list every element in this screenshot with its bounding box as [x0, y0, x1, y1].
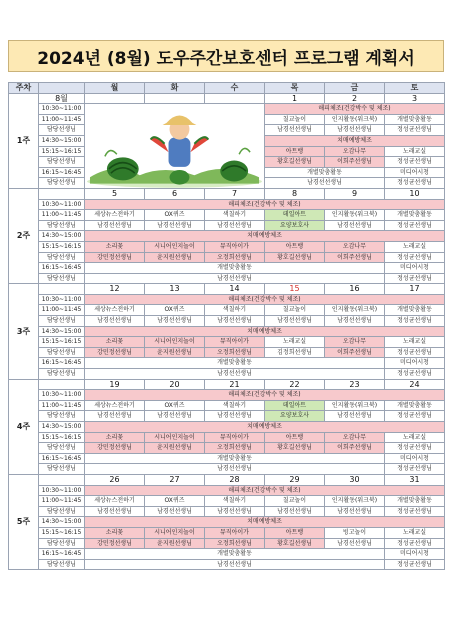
activity-cell: 남경선선생님	[325, 506, 385, 517]
date-cell: 5	[85, 188, 145, 199]
time-slot-label: 14:30~15:00	[39, 231, 85, 242]
schedule-row	[9, 369, 445, 380]
activity-cell: 오정희선생님	[205, 252, 265, 263]
activity-cell: 치매예방체조	[265, 135, 445, 146]
date-row	[9, 188, 445, 199]
time-slot-label: 담당선생님	[39, 464, 85, 475]
date-cell: 6	[145, 188, 205, 199]
activity-cell: 세상뉴스전하기	[85, 496, 145, 507]
activity-cell: 시니어인지놀이	[145, 241, 205, 252]
activity-cell: 윤지원선생님	[145, 347, 205, 358]
time-slot-label: 담당선생님	[39, 316, 85, 327]
schedule-row	[9, 294, 445, 305]
activity-cell: 이희주선생님	[325, 347, 385, 358]
activity-cell: 아트뱅	[265, 146, 325, 157]
date-cell: 14	[205, 284, 265, 295]
activity-cell: 이희주선생님	[325, 252, 385, 263]
activity-cell: 남경선선생님	[325, 411, 385, 422]
activity-cell: 남경선선생님	[85, 273, 385, 284]
month-label: 8월	[39, 93, 85, 104]
date-cell: 12	[85, 284, 145, 295]
activity-cell: 남경선선생님	[85, 316, 145, 327]
schedule-row	[9, 326, 445, 337]
activity-cell: 이희주선생님	[325, 157, 385, 168]
day-header-mon: 월	[85, 83, 145, 94]
date-cell: 28	[205, 474, 265, 485]
activity-cell: 남경선선생님	[205, 316, 265, 327]
date-row	[9, 284, 445, 295]
date-cell: 30	[325, 474, 385, 485]
schedule-row	[9, 443, 445, 454]
activity-cell: 정성균선생님	[385, 464, 445, 475]
date-cell: 3	[385, 93, 445, 104]
schedule-row	[9, 517, 445, 528]
activity-cell: 데일아트	[265, 400, 325, 411]
activity-cell: 개별맞춤활동	[85, 453, 385, 464]
date-cell: 17	[385, 284, 445, 295]
date-cell: 26	[85, 474, 145, 485]
activity-cell: 개별맞춤활동	[265, 167, 385, 178]
schedule-row	[9, 305, 445, 316]
activity-cell: 아트뱅	[265, 241, 325, 252]
activity-cell: 정성균선생님	[385, 316, 445, 327]
time-slot-label: 10:30~11:00	[39, 294, 85, 305]
schedule-row	[9, 199, 445, 210]
activity-cell: 남경선선생님	[85, 464, 385, 475]
activity-cell: 빙고놀이	[325, 527, 385, 538]
time-slot-label: 15:15~16:15	[39, 432, 85, 443]
activity-cell: 윤지원선생님	[145, 252, 205, 263]
date-cell: 10	[385, 188, 445, 199]
time-slot-label: 10:30~11:00	[39, 104, 85, 115]
schedule-row	[9, 252, 445, 263]
activity-cell: 남경선선생님	[205, 411, 265, 422]
activity-cell: 남경선선생님	[325, 125, 385, 136]
activity-cell: 오감나무	[325, 337, 385, 348]
activity-cell: 칠교놀이	[265, 496, 325, 507]
activity-cell: 남경선선생님	[85, 559, 385, 570]
date-cell	[145, 93, 205, 104]
time-slot-label: 14:30~15:00	[39, 517, 85, 528]
activity-cell: 윤지원선생님	[145, 443, 205, 454]
time-slot-label: 담당선생님	[39, 411, 85, 422]
activity-cell: 해피체조(건강박수 및 체조)	[85, 485, 445, 496]
activity-cell: 노래교실	[265, 337, 325, 348]
activity-cell: 인지활동(워크북)	[325, 210, 385, 221]
activity-cell: 남경선선생님	[265, 125, 325, 136]
day-header-fri: 금	[325, 83, 385, 94]
day-header-sat: 토	[385, 83, 445, 94]
activity-cell: 아트뱅	[265, 432, 325, 443]
schedule-row	[9, 241, 445, 252]
activity-cell: 뮤직아이가	[205, 527, 265, 538]
activity-cell: 정성균선생님	[385, 220, 445, 231]
date-row	[9, 93, 445, 104]
activity-cell: 미디어시청	[385, 549, 445, 560]
activity-cell: 아트뱅	[265, 527, 325, 538]
schedule-row	[9, 538, 445, 549]
activity-cell: 개별맞춤활동	[385, 210, 445, 221]
time-slot-label: 담당선생님	[39, 273, 85, 284]
time-slot-label: 11:00~11:45	[39, 305, 85, 316]
activity-cell: 개별맞춤활동	[385, 496, 445, 507]
time-slot-label: 11:00~11:45	[39, 496, 85, 507]
activity-cell: 소리꽃	[85, 241, 145, 252]
activity-cell: 남경선선생님	[85, 506, 145, 517]
schedule-row	[9, 347, 445, 358]
date-cell: 19	[85, 379, 145, 390]
activity-cell: 세상뉴스전하기	[85, 305, 145, 316]
time-slot-label: 담당선생님	[39, 538, 85, 549]
page-title: 2024년 (8월) 도우주간보호센터 프로그램 계획서	[8, 40, 444, 72]
activity-cell: 개별맞춤활동	[85, 263, 385, 274]
activity-cell: 뮤직아이가	[205, 337, 265, 348]
time-slot-label: 16:15~16:45	[39, 358, 85, 369]
time-slot-label: 담당선생님	[39, 125, 85, 136]
date-cell: 20	[145, 379, 205, 390]
week-label: 1주	[9, 93, 39, 188]
time-slot-label: 14:30~15:00	[39, 326, 85, 337]
month-label	[39, 379, 85, 390]
activity-cell: 개별맞춤활동	[385, 400, 445, 411]
time-column-header	[39, 83, 85, 94]
schedule-row	[9, 432, 445, 443]
time-slot-label: 담당선생님	[39, 506, 85, 517]
time-slot-label: 담당선생님	[39, 252, 85, 263]
schedule-row	[9, 104, 445, 115]
activity-cell: 해피체조(건강박수 및 체조)	[85, 199, 445, 210]
time-slot-label: 10:30~11:00	[39, 390, 85, 401]
activity-cell: 칠교놀이	[265, 305, 325, 316]
schedule-row	[9, 390, 445, 401]
activity-cell: 개별맞춤활동	[85, 358, 385, 369]
date-cell: 8	[265, 188, 325, 199]
date-cell: 9	[325, 188, 385, 199]
time-slot-label: 담당선생님	[39, 369, 85, 380]
activity-cell: 황호길선생님	[265, 252, 325, 263]
activity-cell: 오감나무	[325, 241, 385, 252]
day-header-thu: 목	[265, 83, 325, 94]
activity-cell: 남경선선생님	[85, 220, 145, 231]
watermelon-illustration	[85, 104, 265, 189]
activity-cell: 인지활동(워크북)	[325, 496, 385, 507]
day-header-row	[9, 83, 445, 94]
date-cell: 31	[385, 474, 445, 485]
activity-cell: 남경선선생님	[205, 506, 265, 517]
time-slot-label: 담당선생님	[39, 157, 85, 168]
activity-cell: 요양보호사	[265, 411, 325, 422]
activity-cell: 데일아트	[265, 210, 325, 221]
activity-cell: 김정희선생님	[265, 347, 325, 358]
time-slot-label: 10:30~11:00	[39, 485, 85, 496]
activity-cell: 치매예방체조	[85, 326, 445, 337]
activity-cell: 이희주선생님	[325, 443, 385, 454]
activity-cell: 정성균선생님	[385, 559, 445, 570]
schedule-row	[9, 485, 445, 496]
activity-cell: 강민정선생님	[85, 443, 145, 454]
month-label	[39, 284, 85, 295]
activity-cell: 정성균선생님	[385, 252, 445, 263]
activity-cell: 노래교실	[385, 527, 445, 538]
date-cell: 21	[205, 379, 265, 390]
schedule-table	[8, 82, 445, 570]
activity-cell: 개별맞춤활동	[85, 549, 385, 560]
time-slot-label: 담당선생님	[39, 443, 85, 454]
week-label: 5주	[9, 474, 39, 569]
schedule-row	[9, 496, 445, 507]
week-label: 3주	[9, 284, 39, 379]
date-cell: 15	[265, 284, 325, 295]
date-row	[9, 474, 445, 485]
week-label: 2주	[9, 188, 39, 283]
activity-cell: 뮤직아이가	[205, 432, 265, 443]
activity-cell: 남경선선생님	[145, 220, 205, 231]
activity-cell: 오정희선생님	[205, 538, 265, 549]
date-cell: 1	[265, 93, 325, 104]
activity-cell: 소리꽃	[85, 527, 145, 538]
schedule-row	[9, 464, 445, 475]
time-slot-label: 담당선생님	[39, 347, 85, 358]
activity-cell: 정성균선생님	[385, 125, 445, 136]
activity-cell: 노래교실	[385, 337, 445, 348]
activity-cell: 정성균선생님	[385, 178, 445, 189]
activity-cell: 강민정선생님	[85, 538, 145, 549]
activity-cell: 정성균선생님	[385, 347, 445, 358]
day-header-wed: 수	[205, 83, 265, 94]
activity-cell: 황호길선생님	[265, 157, 325, 168]
activity-cell: 오정희선생님	[205, 443, 265, 454]
activity-cell: 강민정선생님	[85, 347, 145, 358]
activity-cell: 노래교실	[385, 241, 445, 252]
date-cell	[205, 93, 265, 104]
activity-cell: OX퀴즈	[145, 400, 205, 411]
activity-cell: 미디어시청	[385, 358, 445, 369]
time-slot-label: 15:15~16:15	[39, 337, 85, 348]
activity-cell: 남경선선생님	[265, 316, 325, 327]
activity-cell: 남경선선생님	[325, 220, 385, 231]
week-column-header: 주차	[9, 83, 39, 94]
time-slot-label: 11:00~11:45	[39, 210, 85, 221]
activity-cell: 인지활동(워크북)	[325, 114, 385, 125]
activity-cell: 남경선선생님	[85, 369, 385, 380]
week-label: 4주	[9, 379, 39, 474]
activity-cell: 남경선선생님	[325, 538, 385, 549]
time-slot-label: 16:15~16:45	[39, 263, 85, 274]
activity-cell: 남경선선생님	[145, 411, 205, 422]
activity-cell: 남경선선생님	[205, 220, 265, 231]
date-cell: 24	[385, 379, 445, 390]
schedule-row	[9, 411, 445, 422]
schedule-row	[9, 559, 445, 570]
time-slot-label: 11:00~11:45	[39, 400, 85, 411]
schedule-row	[9, 316, 445, 327]
activity-cell: 해피체조(건강박수 및 체조)	[265, 104, 445, 115]
date-row	[9, 379, 445, 390]
activity-cell: 남경선선생님	[325, 316, 385, 327]
activity-cell: 뮤직아이가	[205, 241, 265, 252]
activity-cell: 황호길선생님	[265, 443, 325, 454]
schedule-row	[9, 220, 445, 231]
schedule-row	[9, 527, 445, 538]
activity-cell: 색칠하기	[205, 400, 265, 411]
activity-cell: 소리꽃	[85, 337, 145, 348]
date-cell: 2	[325, 93, 385, 104]
activity-cell: 미디어시청	[385, 167, 445, 178]
activity-cell: 해피체조(건강박수 및 체조)	[85, 390, 445, 401]
schedule-row	[9, 210, 445, 221]
activity-cell: 색칠하기	[205, 305, 265, 316]
month-label	[39, 188, 85, 199]
time-slot-label: 14:30~15:00	[39, 422, 85, 433]
schedule-row	[9, 263, 445, 274]
activity-cell: 해피체조(건강박수 및 체조)	[85, 294, 445, 305]
activity-cell: 황호길선생님	[265, 538, 325, 549]
activity-cell: 칠교놀이	[265, 114, 325, 125]
activity-cell: 미디어시청	[385, 453, 445, 464]
activity-cell: 소리꽃	[85, 432, 145, 443]
activity-cell: 치매예방체조	[85, 231, 445, 242]
date-cell: 22	[265, 379, 325, 390]
activity-cell: 색칠하기	[205, 210, 265, 221]
activity-cell: 색칠하기	[205, 496, 265, 507]
activity-cell: 오감나무	[325, 432, 385, 443]
activity-cell: 치매예방체조	[85, 517, 445, 528]
activity-cell: 정성균선생님	[385, 273, 445, 284]
schedule-row	[9, 549, 445, 560]
activity-cell: 시니어인지놀이	[145, 337, 205, 348]
time-slot-label: 담당선생님	[39, 559, 85, 570]
activity-cell: 정성균선생님	[385, 157, 445, 168]
activity-cell: 인지활동(워크북)	[325, 400, 385, 411]
time-slot-label: 15:15~16:15	[39, 527, 85, 538]
date-cell: 29	[265, 474, 325, 485]
activity-cell: 남경선선생님	[265, 178, 385, 189]
activity-cell: 남경선선생님	[145, 506, 205, 517]
activity-cell: 시니어인지놀이	[145, 527, 205, 538]
activity-cell: 요양보호사	[265, 220, 325, 231]
activity-cell: 개별맞춤활동	[385, 305, 445, 316]
time-slot-label: 11:00~11:45	[39, 114, 85, 125]
activity-cell: 오정희선생님	[205, 347, 265, 358]
month-label	[39, 474, 85, 485]
date-cell: 27	[145, 474, 205, 485]
activity-cell: 윤지원선생님	[145, 538, 205, 549]
activity-cell: 노래교실	[385, 432, 445, 443]
activity-cell: 개별맞춤활동	[385, 114, 445, 125]
schedule-row	[9, 506, 445, 517]
activity-cell: 오감나무	[325, 146, 385, 157]
time-slot-label: 16:15~16:45	[39, 549, 85, 560]
activity-cell: 인지활동(워크북)	[325, 305, 385, 316]
schedule-row	[9, 273, 445, 284]
schedule-row	[9, 337, 445, 348]
activity-cell: 정성균선생님	[385, 443, 445, 454]
time-slot-label: 14:30~15:00	[39, 135, 85, 146]
activity-cell: 세상뉴스전하기	[85, 210, 145, 221]
activity-cell: 노래교실	[385, 146, 445, 157]
date-cell: 16	[325, 284, 385, 295]
activity-cell: 정성균선생님	[385, 538, 445, 549]
schedule-row	[9, 231, 445, 242]
date-cell: 7	[205, 188, 265, 199]
activity-cell: 미디어시청	[385, 263, 445, 274]
activity-cell: OX퀴즈	[145, 305, 205, 316]
activity-cell: 강민정선생님	[85, 252, 145, 263]
activity-cell: 시니어인지놀이	[145, 432, 205, 443]
time-slot-label: 16:15~16:45	[39, 453, 85, 464]
schedule-row	[9, 358, 445, 369]
activity-cell: 정성균선생님	[385, 411, 445, 422]
time-slot-label: 15:15~16:15	[39, 146, 85, 157]
date-cell: 23	[325, 379, 385, 390]
activity-cell: 정성균선생님	[385, 369, 445, 380]
activity-cell: 치매예방체조	[85, 422, 445, 433]
schedule-row	[9, 422, 445, 433]
activity-cell: OX퀴즈	[145, 210, 205, 221]
schedule-row	[9, 453, 445, 464]
activity-cell: 남경선선생님	[85, 411, 145, 422]
activity-cell: 남경선선생님	[265, 506, 325, 517]
time-slot-label: 10:30~11:00	[39, 199, 85, 210]
activity-cell: 남경선선생님	[145, 316, 205, 327]
time-slot-label: 담당선생님	[39, 178, 85, 189]
time-slot-label: 16:15~16:45	[39, 167, 85, 178]
schedule-row	[9, 400, 445, 411]
day-header-tue: 화	[145, 83, 205, 94]
date-cell	[85, 93, 145, 104]
date-cell: 13	[145, 284, 205, 295]
activity-cell: 세상뉴스전하기	[85, 400, 145, 411]
time-slot-label: 15:15~16:15	[39, 241, 85, 252]
activity-cell: OX퀴즈	[145, 496, 205, 507]
time-slot-label: 담당선생님	[39, 220, 85, 231]
activity-cell: 정성균선생님	[385, 506, 445, 517]
